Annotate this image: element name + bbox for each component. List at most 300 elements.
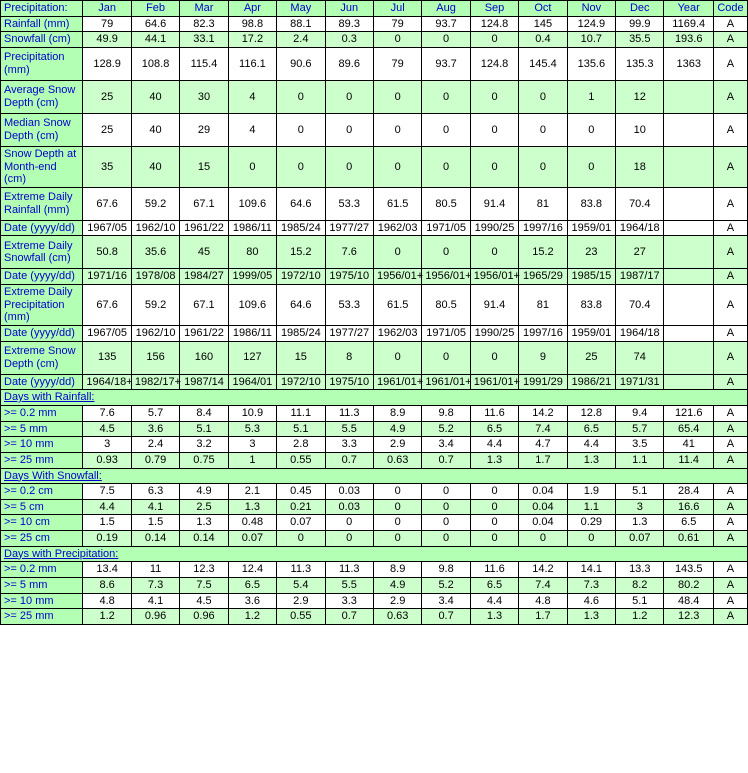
table-row	[1, 269, 748, 285]
cell-5-cm-may: 0.21	[277, 499, 325, 515]
cell-5-cm-jul: 0	[373, 499, 421, 515]
cell-10-cm-year: 6.5	[664, 515, 713, 531]
cell-date-yyyy-dd-dec: 1964/18	[616, 220, 664, 236]
cell-date-yyyy-dd-mar: 1984/27	[180, 269, 228, 285]
cell-5-mm-year: 80.2	[664, 578, 713, 594]
cell-extreme-daily-precipitation-mm-dec: 70.4	[616, 285, 664, 326]
cell-0-2-cm-jun: 0.03	[325, 484, 373, 500]
cell-snowfall-cm-nov: 10.7	[567, 32, 615, 48]
cell-snow-depth-at-month-end-cm-may: 0	[277, 146, 325, 187]
cell-0-2-mm-year: 143.5	[664, 562, 713, 578]
cell-extreme-daily-rainfall-mm-jun: 53.3	[325, 187, 373, 220]
cell-extreme-daily-snowfall-cm-jan: 50.8	[83, 236, 131, 269]
header-month-jan: Jan	[83, 1, 131, 17]
cell-0-2-mm-feb: 11	[131, 562, 179, 578]
cell-25-cm-aug: 0	[422, 531, 470, 547]
cell-date-yyyy-dd-apr: 1986/11	[228, 220, 276, 236]
cell-10-cm-may: 0.07	[277, 515, 325, 531]
table-row	[1, 531, 748, 547]
table-row	[1, 578, 748, 594]
table-row	[1, 452, 748, 468]
cell-0-2-mm-mar: 8.4	[180, 405, 228, 421]
cell-extreme-daily-snowfall-cm-jun: 7.6	[325, 236, 373, 269]
cell-snowfall-cm-aug: 0	[422, 32, 470, 48]
cell-extreme-snow-depth-cm-aug: 0	[422, 341, 470, 374]
table-row	[1, 326, 748, 342]
cell-25-mm-apr: 1	[228, 452, 276, 468]
cell-extreme-snow-depth-cm-oct: 9	[519, 341, 567, 374]
cell-snowfall-cm-may: 2.4	[277, 32, 325, 48]
table-row	[1, 236, 748, 269]
cell-10-mm-year: 48.4	[664, 593, 713, 609]
table-row	[1, 113, 748, 146]
cell-extreme-daily-rainfall-mm-aug: 80.5	[422, 187, 470, 220]
cell-date-yyyy-dd-may: 1972/10	[277, 374, 325, 390]
cell-10-cm-code: A	[713, 515, 747, 531]
cell-date-yyyy-dd-nov: 1959/01	[567, 326, 615, 342]
row-label-5-mm: >= 5 mm	[1, 578, 83, 594]
cell-extreme-daily-rainfall-mm-oct: 81	[519, 187, 567, 220]
cell-average-snow-depth-cm-oct: 0	[519, 80, 567, 113]
cell-5-mm-may: 5.4	[277, 578, 325, 594]
cell-extreme-daily-rainfall-mm-may: 64.6	[277, 187, 325, 220]
row-label-precipitation-mm: Precipitation (mm)	[1, 47, 83, 80]
cell-25-cm-jan: 0.19	[83, 531, 131, 547]
cell-extreme-daily-snowfall-cm-feb: 35.6	[131, 236, 179, 269]
cell-0-2-mm-jan: 7.6	[83, 405, 131, 421]
cell-average-snow-depth-cm-code: A	[713, 80, 747, 113]
cell-10-mm-jan: 3	[83, 437, 131, 453]
header-row	[1, 1, 748, 17]
cell-date-yyyy-dd-may: 1972/10	[277, 269, 325, 285]
cell-25-mm-mar: 0.96	[180, 609, 228, 625]
cell-10-cm-oct: 0.04	[519, 515, 567, 531]
row-label-0-2-cm: >= 0.2 cm	[1, 484, 83, 500]
cell-median-snow-depth-cm-dec: 10	[616, 113, 664, 146]
cell-0-2-mm-sep: 11.6	[470, 562, 518, 578]
cell-extreme-daily-snowfall-cm-year	[664, 236, 713, 269]
cell-average-snow-depth-cm-feb: 40	[131, 80, 179, 113]
cell-rainfall-mm-jul: 79	[373, 16, 421, 32]
cell-25-mm-jun: 0.7	[325, 452, 373, 468]
cell-10-mm-jan: 4.8	[83, 593, 131, 609]
cell-date-yyyy-dd-apr: 1964/01	[228, 374, 276, 390]
cell-precipitation-mm-apr: 116.1	[228, 47, 276, 80]
cell-10-mm-jul: 2.9	[373, 593, 421, 609]
cell-25-mm-jan: 1.2	[83, 609, 131, 625]
cell-0-2-cm-aug: 0	[422, 484, 470, 500]
cell-date-yyyy-dd-jan: 1971/16	[83, 269, 131, 285]
cell-extreme-daily-precipitation-mm-year	[664, 285, 713, 326]
cell-5-cm-mar: 2.5	[180, 499, 228, 515]
cell-extreme-daily-precipitation-mm-may: 64.6	[277, 285, 325, 326]
cell-0-2-mm-oct: 14.2	[519, 405, 567, 421]
cell-median-snow-depth-cm-mar: 29	[180, 113, 228, 146]
cell-0-2-mm-mar: 12.3	[180, 562, 228, 578]
cell-5-cm-nov: 1.1	[567, 499, 615, 515]
cell-25-mm-dec: 1.1	[616, 452, 664, 468]
cell-25-mm-jun: 0.7	[325, 609, 373, 625]
cell-date-yyyy-dd-apr: 1999/05	[228, 269, 276, 285]
cell-snowfall-cm-jul: 0	[373, 32, 421, 48]
cell-snow-depth-at-month-end-cm-aug: 0	[422, 146, 470, 187]
cell-date-yyyy-dd-aug: 1961/01+	[422, 374, 470, 390]
cell-extreme-daily-precipitation-mm-nov: 83.8	[567, 285, 615, 326]
cell-25-mm-aug: 0.7	[422, 452, 470, 468]
cell-25-cm-code: A	[713, 531, 747, 547]
cell-10-cm-mar: 1.3	[180, 515, 228, 531]
cell-date-yyyy-dd-nov: 1985/15	[567, 269, 615, 285]
row-label-0-2-mm: >= 0.2 mm	[1, 562, 83, 578]
cell-date-yyyy-dd-code: A	[713, 269, 747, 285]
cell-rainfall-mm-feb: 64.6	[131, 16, 179, 32]
cell-10-mm-jul: 2.9	[373, 437, 421, 453]
cell-5-mm-aug: 5.2	[422, 578, 470, 594]
cell-average-snow-depth-cm-jun: 0	[325, 80, 373, 113]
header-title: Precipitation:	[1, 1, 83, 17]
cell-25-mm-jul: 0.63	[373, 452, 421, 468]
cell-25-mm-feb: 0.96	[131, 609, 179, 625]
cell-5-mm-feb: 7.3	[131, 578, 179, 594]
cell-5-mm-may: 5.1	[277, 421, 325, 437]
cell-date-yyyy-dd-oct: 1997/16	[519, 220, 567, 236]
row-label-5-cm: >= 5 cm	[1, 499, 83, 515]
cell-25-mm-nov: 1.3	[567, 609, 615, 625]
cell-extreme-daily-rainfall-mm-dec: 70.4	[616, 187, 664, 220]
cell-0-2-mm-may: 11.3	[277, 562, 325, 578]
cell-date-yyyy-dd-jun: 1975/10	[325, 374, 373, 390]
table-row	[1, 32, 748, 48]
cell-10-mm-nov: 4.6	[567, 593, 615, 609]
cell-snow-depth-at-month-end-cm-nov: 0	[567, 146, 615, 187]
cell-5-mm-oct: 7.4	[519, 578, 567, 594]
cell-extreme-daily-precipitation-mm-oct: 81	[519, 285, 567, 326]
cell-0-2-cm-sep: 0	[470, 484, 518, 500]
cell-extreme-snow-depth-cm-jun: 8	[325, 341, 373, 374]
cell-10-mm-mar: 4.5	[180, 593, 228, 609]
table-row	[1, 16, 748, 32]
cell-0-2-mm-code: A	[713, 405, 747, 421]
header-month-nov: Nov	[567, 1, 615, 17]
cell-date-yyyy-dd-aug: 1956/01+	[422, 269, 470, 285]
cell-precipitation-mm-aug: 93.7	[422, 47, 470, 80]
cell-25-cm-nov: 0	[567, 531, 615, 547]
cell-25-cm-oct: 0	[519, 531, 567, 547]
cell-25-mm-oct: 1.7	[519, 609, 567, 625]
cell-25-cm-year: 0.61	[664, 531, 713, 547]
table-row	[1, 80, 748, 113]
cell-0-2-mm-jun: 11.3	[325, 405, 373, 421]
cell-25-mm-sep: 1.3	[470, 452, 518, 468]
header-month-mar: Mar	[180, 1, 228, 17]
cell-date-yyyy-dd-year	[664, 269, 713, 285]
cell-10-mm-oct: 4.7	[519, 437, 567, 453]
header-month-aug: Aug	[422, 1, 470, 17]
cell-precipitation-mm-feb: 108.8	[131, 47, 179, 80]
cell-5-mm-code: A	[713, 578, 747, 594]
cell-25-mm-year: 12.3	[664, 609, 713, 625]
cell-extreme-snow-depth-cm-jul: 0	[373, 341, 421, 374]
cell-median-snow-depth-cm-apr: 4	[228, 113, 276, 146]
cell-extreme-snow-depth-cm-may: 15	[277, 341, 325, 374]
table-row	[1, 285, 748, 326]
cell-5-cm-sep: 0	[470, 499, 518, 515]
cell-date-yyyy-dd-nov: 1959/01	[567, 220, 615, 236]
row-label-10-mm: >= 10 mm	[1, 437, 83, 453]
cell-25-mm-dec: 1.2	[616, 609, 664, 625]
cell-0-2-mm-code: A	[713, 562, 747, 578]
cell-date-yyyy-dd-jan: 1967/05	[83, 326, 131, 342]
cell-0-2-mm-may: 11.1	[277, 405, 325, 421]
cell-date-yyyy-dd-aug: 1971/05	[422, 220, 470, 236]
row-label-snow-depth-at-month-end-cm: Snow Depth at Month-end (cm)	[1, 146, 83, 187]
cell-5-cm-apr: 1.3	[228, 499, 276, 515]
cell-0-2-mm-apr: 10.9	[228, 405, 276, 421]
cell-5-mm-feb: 3.6	[131, 421, 179, 437]
cell-extreme-snow-depth-cm-code: A	[713, 341, 747, 374]
cell-extreme-daily-rainfall-mm-jul: 61.5	[373, 187, 421, 220]
cell-precipitation-mm-code: A	[713, 47, 747, 80]
cell-25-mm-oct: 1.7	[519, 452, 567, 468]
cell-10-mm-mar: 3.2	[180, 437, 228, 453]
cell-25-cm-sep: 0	[470, 531, 518, 547]
section-row	[1, 546, 748, 562]
cell-0-2-cm-may: 0.45	[277, 484, 325, 500]
row-label-extreme-daily-precipitation-mm: Extreme Daily Precipitation (mm)	[1, 285, 83, 326]
cell-extreme-daily-precipitation-mm-apr: 109.6	[228, 285, 276, 326]
table-row	[1, 187, 748, 220]
cell-date-yyyy-dd-oct: 1997/16	[519, 326, 567, 342]
cell-snowfall-cm-apr: 17.2	[228, 32, 276, 48]
cell-0-2-cm-feb: 6.3	[131, 484, 179, 500]
cell-0-2-cm-dec: 5.1	[616, 484, 664, 500]
cell-extreme-daily-precipitation-mm-mar: 67.1	[180, 285, 228, 326]
cell-5-cm-jan: 4.4	[83, 499, 131, 515]
cell-date-yyyy-dd-year	[664, 326, 713, 342]
section-title-days-with-precipitation: Days with Precipitation:	[1, 546, 748, 562]
cell-extreme-daily-rainfall-mm-mar: 67.1	[180, 187, 228, 220]
row-label-extreme-snow-depth-cm: Extreme Snow Depth (cm)	[1, 341, 83, 374]
cell-5-mm-jul: 4.9	[373, 578, 421, 594]
cell-extreme-daily-rainfall-mm-sep: 91.4	[470, 187, 518, 220]
cell-date-yyyy-dd-jan: 1964/18+	[83, 374, 131, 390]
cell-date-yyyy-dd-may: 1985/24	[277, 220, 325, 236]
table-row	[1, 484, 748, 500]
cell-10-mm-nov: 4.4	[567, 437, 615, 453]
table-row	[1, 47, 748, 80]
cell-25-mm-sep: 1.3	[470, 609, 518, 625]
cell-date-yyyy-dd-sep: 1990/25	[470, 326, 518, 342]
cell-date-yyyy-dd-oct: 1991/29	[519, 374, 567, 390]
cell-25-mm-mar: 0.75	[180, 452, 228, 468]
cell-25-cm-may: 0	[277, 531, 325, 547]
cell-10-cm-apr: 0.48	[228, 515, 276, 531]
cell-25-mm-may: 0.55	[277, 452, 325, 468]
cell-0-2-mm-jan: 13.4	[83, 562, 131, 578]
cell-extreme-daily-snowfall-cm-dec: 27	[616, 236, 664, 269]
table-row	[1, 421, 748, 437]
row-label-25-mm: >= 25 mm	[1, 452, 83, 468]
cell-precipitation-mm-sep: 124.8	[470, 47, 518, 80]
cell-precipitation-mm-mar: 115.4	[180, 47, 228, 80]
cell-5-cm-code: A	[713, 499, 747, 515]
cell-date-yyyy-dd-may: 1985/24	[277, 326, 325, 342]
table-row	[1, 499, 748, 515]
cell-date-yyyy-dd-feb: 1962/10	[131, 220, 179, 236]
cell-10-cm-nov: 0.29	[567, 515, 615, 531]
cell-extreme-daily-rainfall-mm-jan: 67.6	[83, 187, 131, 220]
cell-rainfall-mm-may: 88.1	[277, 16, 325, 32]
table-row	[1, 593, 748, 609]
cell-rainfall-mm-dec: 99.9	[616, 16, 664, 32]
row-label-5-mm: >= 5 mm	[1, 421, 83, 437]
cell-median-snow-depth-cm-year	[664, 113, 713, 146]
header-month-jun: Jun	[325, 1, 373, 17]
cell-25-cm-jun: 0	[325, 531, 373, 547]
cell-precipitation-mm-oct: 145.4	[519, 47, 567, 80]
section-row	[1, 390, 748, 406]
cell-date-yyyy-dd-code: A	[713, 220, 747, 236]
cell-date-yyyy-dd-nov: 1986/21	[567, 374, 615, 390]
cell-date-yyyy-dd-apr: 1986/11	[228, 326, 276, 342]
cell-snow-depth-at-month-end-cm-code: A	[713, 146, 747, 187]
cell-snow-depth-at-month-end-cm-oct: 0	[519, 146, 567, 187]
cell-median-snow-depth-cm-sep: 0	[470, 113, 518, 146]
cell-0-2-mm-sep: 11.6	[470, 405, 518, 421]
cell-5-mm-dec: 5.7	[616, 421, 664, 437]
table-row	[1, 220, 748, 236]
cell-average-snow-depth-cm-nov: 1	[567, 80, 615, 113]
cell-snow-depth-at-month-end-cm-sep: 0	[470, 146, 518, 187]
cell-snow-depth-at-month-end-cm-dec: 18	[616, 146, 664, 187]
cell-date-yyyy-dd-feb: 1962/10	[131, 326, 179, 342]
cell-0-2-cm-nov: 1.9	[567, 484, 615, 500]
cell-snow-depth-at-month-end-cm-year	[664, 146, 713, 187]
row-label-date-yyyy-dd: Date (yyyy/dd)	[1, 326, 83, 342]
cell-extreme-snow-depth-cm-apr: 127	[228, 341, 276, 374]
cell-extreme-daily-rainfall-mm-apr: 109.6	[228, 187, 276, 220]
cell-10-mm-may: 2.8	[277, 437, 325, 453]
cell-date-yyyy-dd-aug: 1971/05	[422, 326, 470, 342]
table-row	[1, 341, 748, 374]
cell-5-mm-dec: 8.2	[616, 578, 664, 594]
header-code: Code	[713, 1, 747, 17]
cell-snow-depth-at-month-end-cm-apr: 0	[228, 146, 276, 187]
cell-10-mm-aug: 3.4	[422, 593, 470, 609]
row-label-0-2-mm: >= 0.2 mm	[1, 405, 83, 421]
cell-snowfall-cm-oct: 0.4	[519, 32, 567, 48]
cell-10-cm-jan: 1.5	[83, 515, 131, 531]
cell-5-mm-year: 65.4	[664, 421, 713, 437]
cell-5-mm-mar: 5.1	[180, 421, 228, 437]
cell-5-mm-jan: 8.6	[83, 578, 131, 594]
cell-extreme-daily-snowfall-cm-jul: 0	[373, 236, 421, 269]
cell-10-cm-jun: 0	[325, 515, 373, 531]
table-row	[1, 146, 748, 187]
cell-rainfall-mm-oct: 145	[519, 16, 567, 32]
cell-snow-depth-at-month-end-cm-feb: 40	[131, 146, 179, 187]
cell-snow-depth-at-month-end-cm-mar: 15	[180, 146, 228, 187]
cell-snowfall-cm-year: 193.6	[664, 32, 713, 48]
cell-date-yyyy-dd-code: A	[713, 374, 747, 390]
cell-snow-depth-at-month-end-cm-jan: 35	[83, 146, 131, 187]
cell-0-2-mm-jun: 11.3	[325, 562, 373, 578]
cell-0-2-mm-aug: 9.8	[422, 562, 470, 578]
cell-extreme-snow-depth-cm-feb: 156	[131, 341, 179, 374]
cell-extreme-daily-snowfall-cm-sep: 0	[470, 236, 518, 269]
cell-extreme-daily-rainfall-mm-code: A	[713, 187, 747, 220]
cell-10-mm-apr: 3.6	[228, 593, 276, 609]
cell-extreme-daily-precipitation-mm-feb: 59.2	[131, 285, 179, 326]
cell-extreme-daily-precipitation-mm-jun: 53.3	[325, 285, 373, 326]
cell-10-mm-year: 41	[664, 437, 713, 453]
header-year: Year	[664, 1, 713, 17]
cell-5-mm-oct: 7.4	[519, 421, 567, 437]
cell-extreme-daily-snowfall-cm-apr: 80	[228, 236, 276, 269]
row-label-date-yyyy-dd: Date (yyyy/dd)	[1, 269, 83, 285]
cell-snowfall-cm-dec: 35.5	[616, 32, 664, 48]
cell-0-2-cm-apr: 2.1	[228, 484, 276, 500]
cell-extreme-daily-snowfall-cm-oct: 15.2	[519, 236, 567, 269]
cell-5-mm-aug: 5.2	[422, 421, 470, 437]
cell-extreme-snow-depth-cm-mar: 160	[180, 341, 228, 374]
cell-snowfall-cm-code: A	[713, 32, 747, 48]
cell-snowfall-cm-jan: 49.9	[83, 32, 131, 48]
cell-0-2-cm-year: 28.4	[664, 484, 713, 500]
cell-25-cm-dec: 0.07	[616, 531, 664, 547]
cell-25-mm-feb: 0.79	[131, 452, 179, 468]
header-month-apr: Apr	[228, 1, 276, 17]
cell-10-cm-dec: 1.3	[616, 515, 664, 531]
table-row	[1, 405, 748, 421]
cell-average-snow-depth-cm-mar: 30	[180, 80, 228, 113]
header-month-dec: Dec	[616, 1, 664, 17]
cell-date-yyyy-dd-jun: 1977/27	[325, 326, 373, 342]
cell-snowfall-cm-jun: 0.3	[325, 32, 373, 48]
cell-extreme-daily-precipitation-mm-jul: 61.5	[373, 285, 421, 326]
cell-0-2-cm-jan: 7.5	[83, 484, 131, 500]
cell-average-snow-depth-cm-aug: 0	[422, 80, 470, 113]
row-label-25-cm: >= 25 cm	[1, 531, 83, 547]
cell-median-snow-depth-cm-nov: 0	[567, 113, 615, 146]
cell-median-snow-depth-cm-aug: 0	[422, 113, 470, 146]
cell-0-2-mm-nov: 12.8	[567, 405, 615, 421]
cell-extreme-snow-depth-cm-nov: 25	[567, 341, 615, 374]
cell-date-yyyy-dd-year	[664, 374, 713, 390]
cell-0-2-mm-apr: 12.4	[228, 562, 276, 578]
cell-10-mm-code: A	[713, 593, 747, 609]
section-title-days-with-rainfall: Days with Rainfall:	[1, 390, 748, 406]
cell-5-mm-apr: 6.5	[228, 578, 276, 594]
header-month-sep: Sep	[470, 1, 518, 17]
cell-average-snow-depth-cm-sep: 0	[470, 80, 518, 113]
cell-0-2-cm-oct: 0.04	[519, 484, 567, 500]
cell-10-cm-jul: 0	[373, 515, 421, 531]
cell-snowfall-cm-mar: 33.1	[180, 32, 228, 48]
cell-rainfall-mm-jan: 79	[83, 16, 131, 32]
table-row	[1, 374, 748, 390]
cell-10-mm-sep: 4.4	[470, 437, 518, 453]
cell-date-yyyy-dd-feb: 1978/08	[131, 269, 179, 285]
row-label-25-mm: >= 25 mm	[1, 609, 83, 625]
cell-5-cm-aug: 0	[422, 499, 470, 515]
row-label-median-snow-depth-cm: Median Snow Depth (cm)	[1, 113, 83, 146]
cell-date-yyyy-dd-dec: 1987/17	[616, 269, 664, 285]
cell-date-yyyy-dd-jul: 1956/01+	[373, 269, 421, 285]
row-label-extreme-daily-snowfall-cm: Extreme Daily Snowfall (cm)	[1, 236, 83, 269]
section-row	[1, 468, 748, 484]
cell-5-cm-feb: 4.1	[131, 499, 179, 515]
